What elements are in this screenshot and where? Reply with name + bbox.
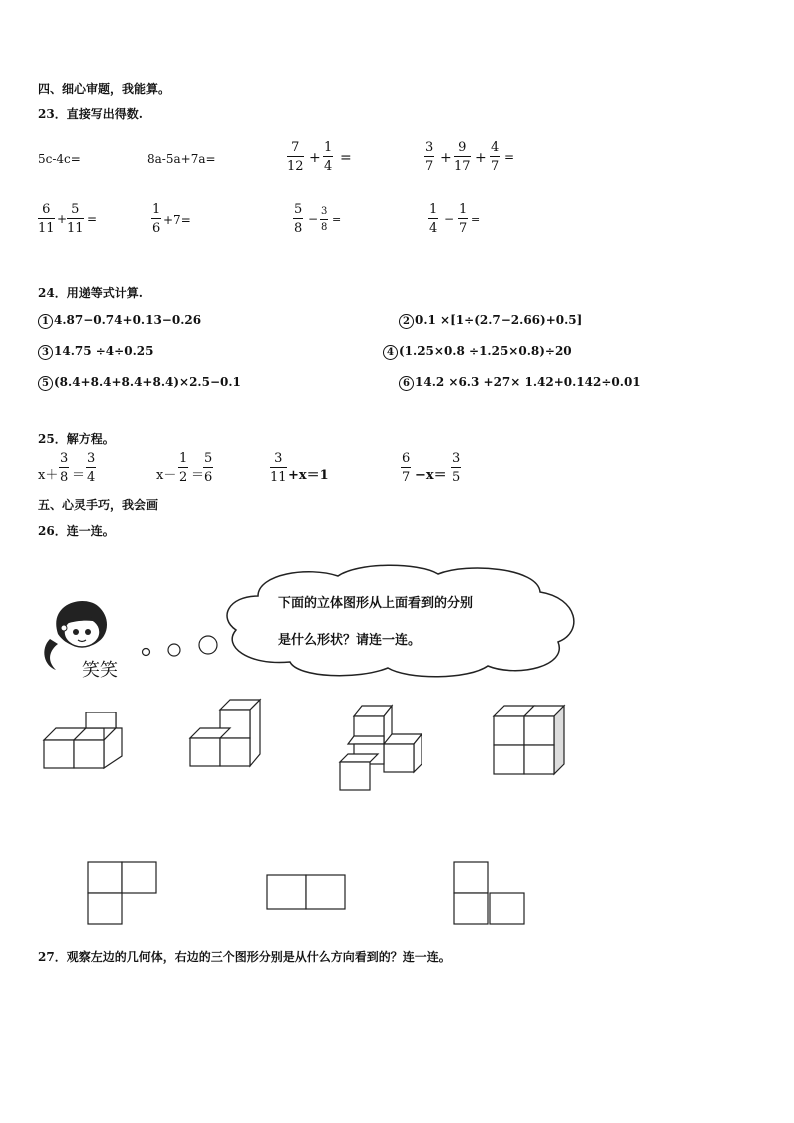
fraction: $\frac{3}{11}$ [270,451,287,485]
top-view-shape-2 [265,873,347,911]
fraction: $\frac{3}{5}$ [452,451,461,485]
fraction: $\frac{5}{11}$ [67,202,84,236]
fraction: $\frac{1}{6}$ [152,202,161,236]
q24-item-4: 4 (1.25×0.8 ÷1.25×0.8)÷20 [383,344,572,360]
fraction: $\frac{7}{12}$ [287,140,304,174]
fraction: $\frac{1}{7}$ [459,202,468,236]
q25-title: 25．解方程。 [38,432,115,446]
fraction: $\frac{3}{7}$ [425,140,434,174]
q23-item-1: 5c-4c= [38,152,81,166]
section-4-title: 四、细心审题，我能算。 [38,82,171,96]
bubble-text-line-2: 是什么形状？请连一连。 [278,633,422,648]
thought-dots [138,632,222,660]
fraction: $\frac{1}{2}$ [179,451,188,485]
q23-item-2: 8a-5a+7a= [147,152,216,166]
fraction: $\frac{6}{11}$ [38,202,55,236]
solid-figure-1 [42,712,124,772]
top-view-shape-1 [86,860,158,926]
fraction: $\frac{6}{7}$ [402,451,411,485]
q24-title: 24．用递等式计算. [38,286,143,300]
fraction: $\frac{9}{17}$ [454,140,471,174]
q26-title: 26．连一连。 [38,524,115,538]
fraction: $\frac{3}{8}$ [321,206,328,233]
girl-name-label: 笑笑 [82,660,118,681]
q24-item-6: 6 14.2 ×6.3 +27× 1.42+0.142÷0.01 [399,375,641,391]
q24-item-2: 2 0.1 ×[1÷(2.7−2.66)+0.5] [399,313,582,329]
section-5-title: 五、心灵手巧，我会画 [38,498,159,512]
fraction: $\frac{4}{7}$ [491,140,500,174]
q24-item-1: 1 4.87−0.74+0.13−0.26 [38,313,201,329]
fraction: $\frac{3}{4}$ [87,451,96,485]
top-view-shape-3 [452,860,526,926]
fraction: $\frac{1}{4}$ [429,202,438,236]
fraction: $\frac{3}{8}$ [60,451,69,485]
bubble-text-line-1: 下面的立体图形从上面看到的分别 [278,596,474,611]
solid-figure-3 [338,704,422,792]
fraction: $\frac{5}{8}$ [294,202,303,236]
fraction: $\frac{1}{4}$ [324,140,333,174]
q24-item-5: 5 (8.4+8.4+8.4+8.4)×2.5−0.1 [38,375,241,391]
speech-cloud [218,562,584,680]
q27-title: 27．观察左边的几何体，右边的三个图形分别是从什么方向看到的？连一连。 [38,950,451,964]
fraction: $\frac{5}{6}$ [204,451,213,485]
solid-figure-2 [188,696,264,770]
q24-item-3: 3 14.75 ÷4÷0.25 [38,344,153,360]
q23-title: 23．直接写出得数. [38,107,143,121]
solid-figure-4 [492,704,570,776]
